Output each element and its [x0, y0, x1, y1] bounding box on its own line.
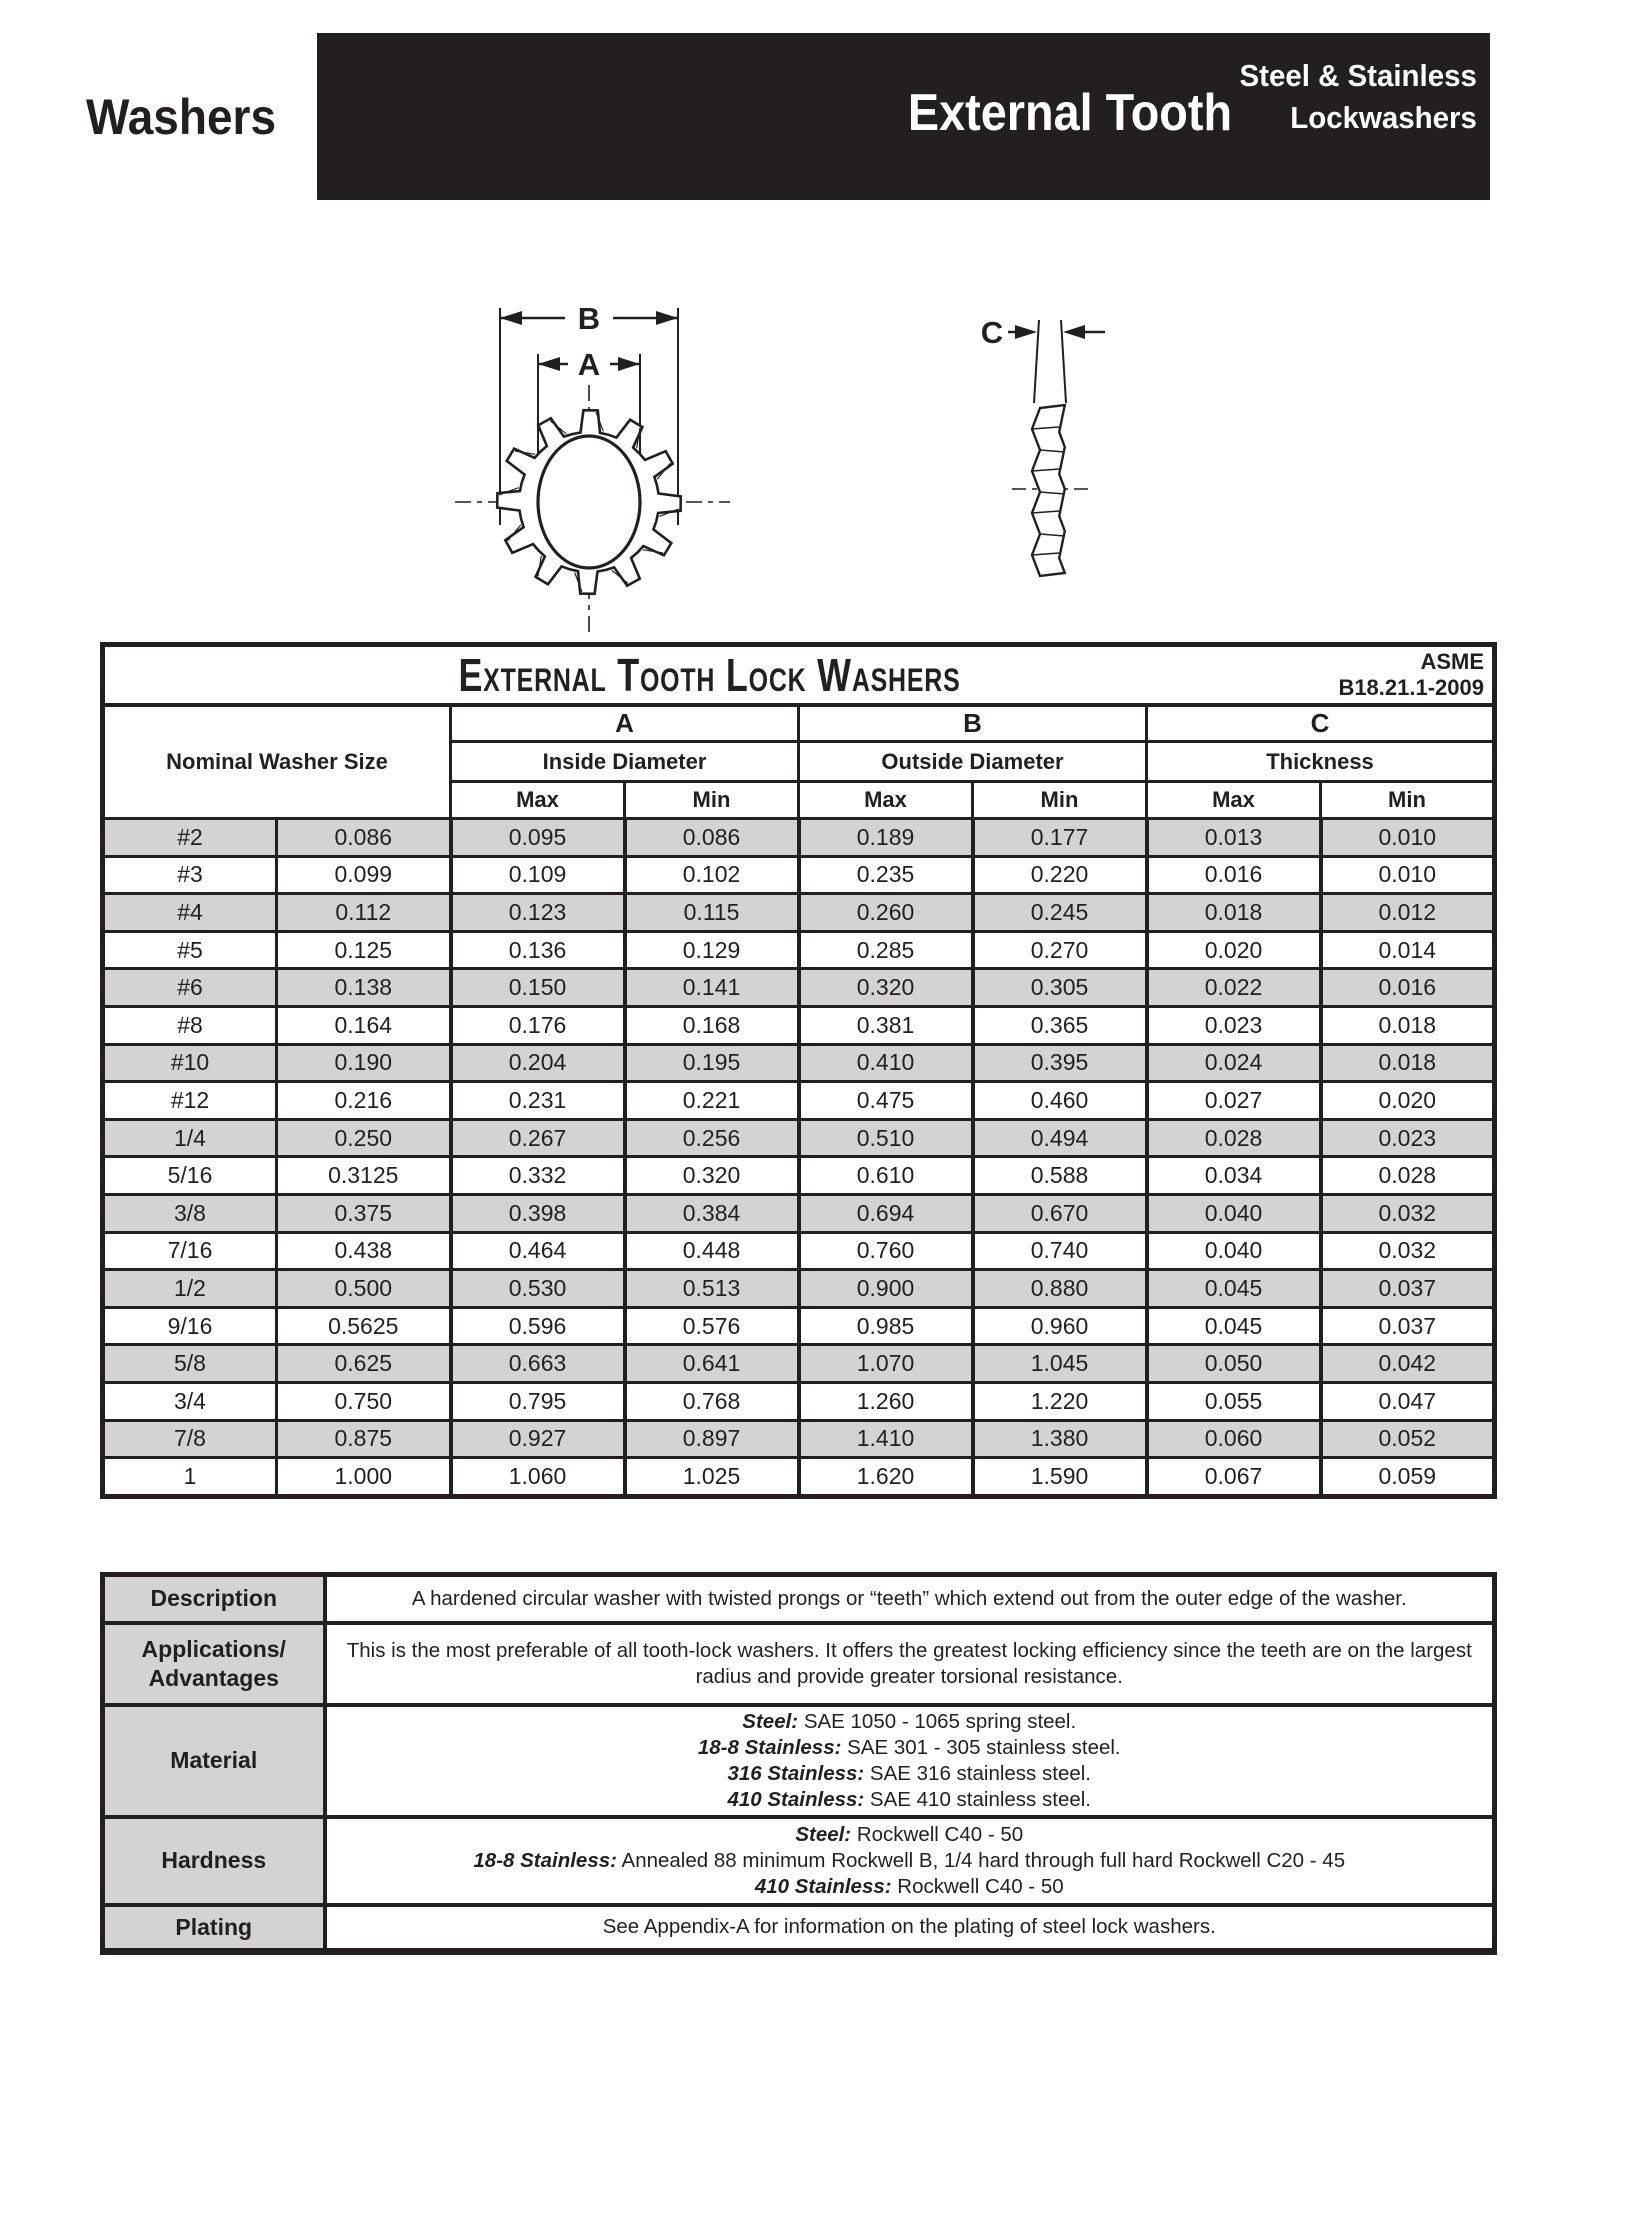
cell-value: 0.460 [973, 1082, 1147, 1120]
banner-subtitle [1240, 55, 1477, 139]
column-group-outside-diameter: Outside Diameter [799, 742, 1147, 782]
cell-value: 0.176 [451, 1006, 625, 1044]
info-table-section [100, 1572, 1497, 1955]
cell-value: 0.760 [799, 1232, 973, 1270]
cell-value: 0.141 [625, 969, 799, 1007]
cell-size: #10 [103, 1044, 277, 1082]
cell-value: 0.285 [799, 931, 973, 969]
cell-value: 0.250 [277, 1119, 451, 1157]
header-banner [317, 33, 1490, 200]
cell-value: 0.045 [1147, 1307, 1321, 1345]
cell-size: 9/16 [103, 1307, 277, 1345]
cell-value: 0.985 [799, 1307, 973, 1345]
cell-value: 0.032 [1321, 1194, 1495, 1232]
cell-value: 0.018 [1321, 1044, 1495, 1082]
cell-value: 0.112 [277, 894, 451, 932]
cell-size: #5 [103, 931, 277, 969]
cell-value: 1.000 [277, 1458, 451, 1497]
info-row-label: Material [103, 1705, 325, 1817]
column-group-inside-diameter: Inside Diameter [451, 742, 799, 782]
table-row [103, 1119, 1495, 1157]
cell-value: 0.768 [625, 1382, 799, 1420]
cell-value: 0.3125 [277, 1157, 451, 1195]
column-header-min: Min [625, 782, 799, 819]
cell-value: 0.204 [451, 1044, 625, 1082]
table-row [103, 1345, 1495, 1383]
cell-value: 0.448 [625, 1232, 799, 1270]
cell-value: 0.235 [799, 856, 973, 894]
standard-number: B18.21.1-2009 [1338, 675, 1484, 700]
spec-table-section [100, 642, 1497, 1499]
cell-value: 0.042 [1321, 1345, 1495, 1383]
cell-value: 0.129 [625, 931, 799, 969]
cell-value: 0.059 [1321, 1458, 1495, 1497]
cell-size: 3/8 [103, 1194, 277, 1232]
table-row [103, 931, 1495, 969]
cell-value: 0.500 [277, 1270, 451, 1308]
table-row [103, 1157, 1495, 1195]
washer-edge-drawing [1032, 405, 1065, 576]
table-row [103, 1382, 1495, 1420]
cell-value: 1.025 [625, 1458, 799, 1497]
cell-value: 0.245 [973, 894, 1147, 932]
info-row-label: Hardness [103, 1817, 325, 1905]
cell-size: #4 [103, 894, 277, 932]
cell-value: 0.023 [1147, 1006, 1321, 1044]
cell-size: 7/8 [103, 1420, 277, 1458]
cell-value: 0.047 [1321, 1382, 1495, 1420]
cell-value: 0.216 [277, 1082, 451, 1120]
cell-size: 1/4 [103, 1119, 277, 1157]
cell-value: 0.494 [973, 1119, 1147, 1157]
column-header-nominal-size: Nominal Washer Size [103, 705, 451, 819]
column-header-max: Max [799, 782, 973, 819]
column-header-min: Min [973, 782, 1147, 819]
cell-value: 0.260 [799, 894, 973, 932]
cell-value: 0.880 [973, 1270, 1147, 1308]
cell-value: 0.168 [625, 1006, 799, 1044]
cell-value: 0.464 [451, 1232, 625, 1270]
info-row [103, 1817, 1495, 1905]
cell-size: #8 [103, 1006, 277, 1044]
cell-value: 0.641 [625, 1345, 799, 1383]
info-row-content: Steel: Rockwell C40 - 50 18-8 Stainless: Annealed 88 minimum Rockwell B, 1/4 hard through full hard Rockwell C20 - 45 410 Stainless: Rockwell C40 - 50 [325, 1817, 1495, 1905]
cell-value: 0.010 [1321, 856, 1495, 894]
cell-value: 0.795 [451, 1382, 625, 1420]
cell-size: #12 [103, 1082, 277, 1120]
washer-front-diagram [400, 290, 780, 642]
info-row-content: This is the most preferable of all tooth-lock washers. It offers the greatest locking efficiency since the teeth are on the largest radius and provide greater torsional resistance. [325, 1623, 1495, 1705]
cell-value: 0.010 [1321, 819, 1495, 857]
dim-label-B: B [577, 301, 601, 336]
spec-table [100, 642, 1497, 1499]
cell-value: 0.694 [799, 1194, 973, 1232]
cell-value: 0.037 [1321, 1270, 1495, 1308]
cell-value: 0.123 [451, 894, 625, 932]
cell-value: 0.740 [973, 1232, 1147, 1270]
table-row [103, 1307, 1495, 1345]
info-table-body [103, 1575, 1495, 1952]
cell-value: 0.050 [1147, 1345, 1321, 1383]
standard-reference [1274, 649, 1492, 701]
table-row [103, 819, 1495, 857]
column-group-letter-a: A [451, 705, 799, 742]
cell-value: 0.016 [1147, 856, 1321, 894]
cell-value: 1.410 [799, 1420, 973, 1458]
cell-value: 0.067 [1147, 1458, 1321, 1497]
cell-value: 0.320 [799, 969, 973, 1007]
cell-size: 5/8 [103, 1345, 277, 1383]
cell-value: 0.032 [1321, 1232, 1495, 1270]
cell-value: 0.267 [451, 1119, 625, 1157]
cell-value: 0.625 [277, 1345, 451, 1383]
cell-value: 0.750 [277, 1382, 451, 1420]
cell-value: 0.150 [451, 969, 625, 1007]
cell-value: 1.380 [973, 1420, 1147, 1458]
cell-value: 0.018 [1147, 894, 1321, 932]
cell-value: 0.231 [451, 1082, 625, 1120]
cell-value: 0.320 [625, 1157, 799, 1195]
cell-value: 0.014 [1321, 931, 1495, 969]
cell-size: 1/2 [103, 1270, 277, 1308]
cell-value: 0.270 [973, 931, 1147, 969]
cell-value: 0.086 [277, 819, 451, 857]
cell-value: 0.927 [451, 1420, 625, 1458]
banner-title: External Tooth [907, 84, 1233, 142]
dim-label-C: C [980, 315, 1004, 350]
cell-value: 0.189 [799, 819, 973, 857]
cell-value: 0.040 [1147, 1232, 1321, 1270]
arrow-left-icon [500, 311, 522, 325]
cell-value: 0.020 [1321, 1082, 1495, 1120]
cell-value: 0.102 [625, 856, 799, 894]
cell-value: 0.023 [1321, 1119, 1495, 1157]
table-row [103, 1082, 1495, 1120]
info-row-content: Steel: SAE 1050 - 1065 spring steel. 18-8 Stainless: SAE 301 - 305 stainless steel. 316 Stainless: SAE 316 stainless steel. 410 Stainless: SAE 410 stainless steel. [325, 1705, 1495, 1817]
page-title: Washers [86, 89, 277, 145]
cell-size: #6 [103, 969, 277, 1007]
cell-value: 0.588 [973, 1157, 1147, 1195]
cell-value: 0.177 [973, 819, 1147, 857]
banner-subtitle-line1: Steel & Stainless [1239, 58, 1477, 93]
cell-value: 0.115 [625, 894, 799, 932]
info-row [103, 1905, 1495, 1952]
cell-value: 0.190 [277, 1044, 451, 1082]
cell-value: 0.900 [799, 1270, 973, 1308]
cell-value: 1.070 [799, 1345, 973, 1383]
spec-table-body [103, 819, 1495, 1497]
cell-value: 0.960 [973, 1307, 1147, 1345]
group-letter-row [103, 705, 1495, 742]
cell-value: 0.513 [625, 1270, 799, 1308]
column-header-min: Min [1321, 782, 1495, 819]
info-row [103, 1575, 1495, 1623]
table-row [103, 1232, 1495, 1270]
cell-value: 0.020 [1147, 931, 1321, 969]
column-header-max: Max [451, 782, 625, 819]
cell-value: 0.195 [625, 1044, 799, 1082]
cell-value: 0.475 [799, 1082, 973, 1120]
column-group-thickness: Thickness [1147, 742, 1495, 782]
info-table [100, 1572, 1497, 1955]
table-row [103, 1270, 1495, 1308]
arrow-right-icon [618, 357, 640, 371]
cell-value: 0.576 [625, 1307, 799, 1345]
cell-value: 0.045 [1147, 1270, 1321, 1308]
cell-value: 0.438 [277, 1232, 451, 1270]
cell-value: 0.037 [1321, 1307, 1495, 1345]
cell-value: 0.510 [799, 1119, 973, 1157]
toothed-washer-drawing [497, 410, 681, 594]
table-row [103, 856, 1495, 894]
cell-value: 0.375 [277, 1194, 451, 1232]
table-row [103, 1044, 1495, 1082]
cell-value: 0.136 [451, 931, 625, 969]
cell-size: 1 [103, 1458, 277, 1497]
column-group-letter-b: B [799, 705, 1147, 742]
arrow-left-icon [538, 357, 560, 371]
table-row [103, 1420, 1495, 1458]
info-row-label: Plating [103, 1905, 325, 1952]
cell-value: 0.109 [451, 856, 625, 894]
cell-value: 0.060 [1147, 1420, 1321, 1458]
cell-value: 1.045 [973, 1345, 1147, 1383]
cell-value: 0.5625 [277, 1307, 451, 1345]
cell-value: 0.384 [625, 1194, 799, 1232]
cell-value: 0.332 [451, 1157, 625, 1195]
info-row-label: Applications/ Advantages [103, 1623, 325, 1705]
arrow-left-icon [1063, 325, 1085, 339]
cell-size: 5/16 [103, 1157, 277, 1195]
spec-table-title: External Tooth Lock Washers [458, 649, 961, 701]
cell-value: 0.305 [973, 969, 1147, 1007]
cell-value: 0.052 [1321, 1420, 1495, 1458]
cell-value: 1.590 [973, 1458, 1147, 1497]
info-row [103, 1623, 1495, 1705]
cell-value: 0.040 [1147, 1194, 1321, 1232]
cell-value: 1.060 [451, 1458, 625, 1497]
arrow-right-icon [656, 311, 678, 325]
arrow-right-icon [1015, 325, 1037, 339]
cell-value: 0.013 [1147, 819, 1321, 857]
table-row [103, 969, 1495, 1007]
banner-subtitle-line2: Lockwashers [1290, 100, 1477, 135]
cell-value: 0.670 [973, 1194, 1147, 1232]
cell-value: 0.365 [973, 1006, 1147, 1044]
cell-value: 0.596 [451, 1307, 625, 1345]
cell-value: 0.034 [1147, 1157, 1321, 1195]
cell-value: 0.016 [1321, 969, 1495, 1007]
cell-value: 0.125 [277, 931, 451, 969]
cell-value: 0.395 [973, 1044, 1147, 1082]
cell-value: 0.610 [799, 1157, 973, 1195]
cell-size: #3 [103, 856, 277, 894]
cell-value: 0.410 [799, 1044, 973, 1082]
cell-value: 0.220 [973, 856, 1147, 894]
table-row [103, 1458, 1495, 1497]
dim-label-A: A [577, 347, 601, 382]
washer-side-diagram [950, 290, 1160, 620]
cell-value: 0.028 [1321, 1157, 1495, 1195]
cell-value: 0.018 [1321, 1006, 1495, 1044]
cell-value: 0.530 [451, 1270, 625, 1308]
column-header-max: Max [1147, 782, 1321, 819]
cell-value: 0.027 [1147, 1082, 1321, 1120]
spec-table-title-row [103, 645, 1495, 706]
cell-value: 0.086 [625, 819, 799, 857]
cell-value: 0.138 [277, 969, 451, 1007]
cell-value: 0.221 [625, 1082, 799, 1120]
info-row-content: See Appendix-A for information on the plating of steel lock washers. [325, 1905, 1495, 1952]
cell-value: 0.022 [1147, 969, 1321, 1007]
cell-value: 0.055 [1147, 1382, 1321, 1420]
column-group-letter-c: C [1147, 705, 1495, 742]
cell-value: 0.099 [277, 856, 451, 894]
cell-value: 0.012 [1321, 894, 1495, 932]
cell-value: 0.398 [451, 1194, 625, 1232]
cell-value: 1.620 [799, 1458, 973, 1497]
cell-value: 0.024 [1147, 1044, 1321, 1082]
cell-value: 0.028 [1147, 1119, 1321, 1157]
cell-value: 1.220 [973, 1382, 1147, 1420]
cell-value: 1.260 [799, 1382, 973, 1420]
cell-value: 0.164 [277, 1006, 451, 1044]
standard-org: ASME [1420, 649, 1484, 674]
cell-value: 0.256 [625, 1119, 799, 1157]
cell-size: 7/16 [103, 1232, 277, 1270]
cell-size: 3/4 [103, 1382, 277, 1420]
cell-value: 0.381 [799, 1006, 973, 1044]
cell-value: 0.663 [451, 1345, 625, 1383]
cell-value: 0.875 [277, 1420, 451, 1458]
info-row-label: Description [103, 1575, 325, 1623]
table-row [103, 894, 1495, 932]
info-row [103, 1705, 1495, 1817]
cell-size: #2 [103, 819, 277, 857]
cell-value: 0.095 [451, 819, 625, 857]
cell-value: 0.897 [625, 1420, 799, 1458]
table-row [103, 1194, 1495, 1232]
info-row-content: A hardened circular washer with twisted prongs or “teeth” which extend out from the outer edge of the washer. [325, 1575, 1495, 1623]
table-row [103, 1006, 1495, 1044]
